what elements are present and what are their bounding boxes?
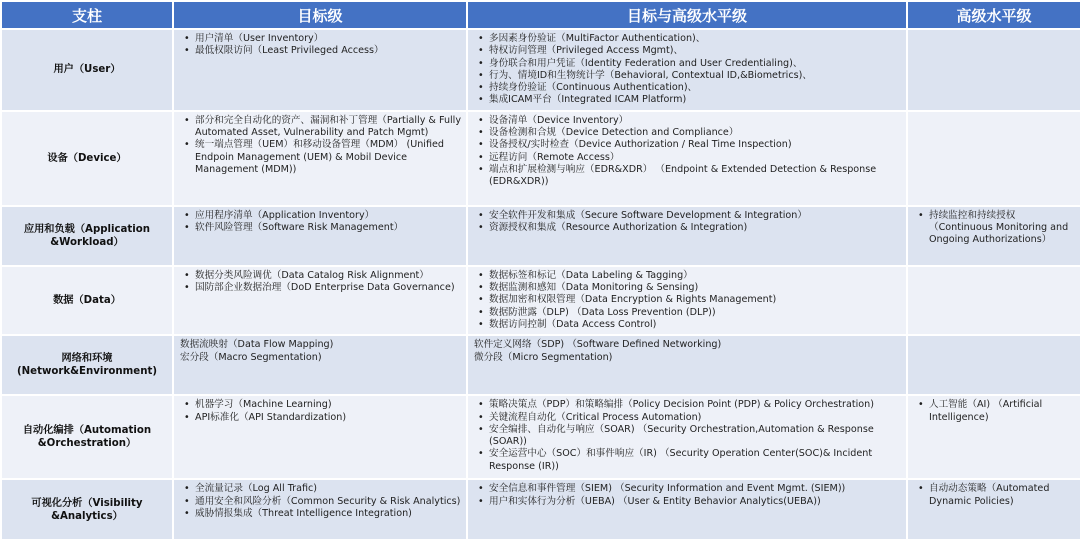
bullet-item: • 身份联合和用户凭证（Identity Federation and User Credentialing)、: [489, 58, 902, 70]
cell-line: 软件定义网络（SDP) （Software Defined Networking): [474, 339, 722, 351]
bullet-item: • 威胁情报集成（Threat Intelligence Integration): [195, 508, 462, 520]
target-advanced-cell: [468, 112, 906, 205]
bullet-item: • 资源授权和集成（Resource Authorization & Integration): [489, 222, 902, 234]
bullet-item: • 关键流程自动化（Critical Process Automation): [489, 412, 902, 424]
table-row: [2, 267, 1080, 334]
cell-line: 宏分段（Macro Segmentation): [180, 351, 322, 363]
target-level-cell: [174, 207, 466, 265]
bullet-list: [474, 33, 902, 107]
bullet-item: • 设备授权/实时检查（Device Authorization / Real Time Inspection): [489, 139, 902, 151]
bullet-list: [474, 399, 902, 473]
bullet-item: • 设备清单（Device Inventory）: [489, 115, 902, 127]
pillar-name: 网络和环境 (Network&Environment): [2, 336, 172, 394]
target-level-cell: [174, 112, 466, 205]
header-target-advanced-level: 目标与高级水平级: [468, 2, 906, 28]
bullet-item: • API标准化（API Standardization): [195, 412, 462, 424]
bullet-item: • 安全运营中心（SOC）和事件响应（IR) （Security Operation Center(SOC)& Incident Response (IR)): [489, 448, 902, 473]
bullet-item: • 安全编排、自动化与响应（SOAR) （Security Orchestration,Automation & Response (SOAR)): [489, 424, 902, 449]
bullet-item: • 数据防泄露（DLP) （Data Loss Prevention (DLP)): [489, 307, 902, 319]
bullet-item: • 国防部企业数据治理（DoD Enterprise Data Governance): [195, 282, 462, 294]
pillar-name: 设备（Device）: [2, 112, 172, 205]
target-advanced-cell: [468, 267, 906, 334]
bullet-item: • 全流量记录（Log All Trafic): [195, 483, 462, 495]
table-body: [2, 30, 1080, 539]
bullet-item: • 数据访问控制（Data Access Control): [489, 319, 902, 331]
advanced-level-cell: [908, 112, 1080, 205]
target-level-cell: [174, 336, 466, 394]
target-advanced-cell: [468, 480, 906, 539]
bullet-item: • 数据标签和标记（Data Labeling & Tagging）: [489, 270, 902, 282]
bullet-item: • 数据分类风险调优（Data Catalog Risk Alignment）: [195, 270, 462, 282]
header-row: [2, 2, 1080, 28]
bullet-item: • 特权访问管理（Privileged Access Mgmt)、: [489, 45, 902, 57]
bullet-list: [180, 210, 462, 235]
bullet-list: [474, 210, 902, 235]
advanced-level-cell: [908, 267, 1080, 334]
table-row: [2, 112, 1080, 205]
bullet-item: • 设备检测和合规（Device Detection and Compliance）: [489, 127, 902, 139]
header-advanced-level: 高级水平级: [908, 2, 1080, 28]
table-row: [2, 396, 1080, 478]
bullet-item: • 持续监控和持续授权 （Continuous Monitoring and Ongoing Authorizations）: [929, 210, 1076, 247]
pillar-name: 应用和负载（Application &Workload）: [2, 207, 172, 265]
bullet-item: • 持续身份验证（Continuous Authentication)、: [489, 82, 902, 94]
bullet-item: • 统一端点管理（UEM）和移动设备管理（MDM） (Unified Endpoin Management (UEM) & Mobil Device Management (MDM)): [195, 139, 462, 176]
bullet-item: • 通用安全和风险分析（Common Security & Risk Analytics): [195, 496, 462, 508]
bullet-item: • 数据加密和权限管理（Data Encryption & Rights Management): [489, 294, 902, 306]
bullet-list: [914, 399, 1076, 424]
bullet-list: [474, 483, 902, 508]
bullet-list: [180, 270, 462, 295]
cell-line: 微分段（Micro Segmentation): [474, 351, 613, 363]
header-target-level: 目标级: [174, 2, 466, 28]
bullet-item: • 软件风险管理（Software Risk Management）: [195, 222, 462, 234]
bullet-item: • 数据监测和感知（Data Monitoring & Sensing): [489, 282, 902, 294]
bullet-list: [180, 33, 462, 58]
target-advanced-cell: [468, 30, 906, 110]
advanced-level-cell: [908, 30, 1080, 110]
bullet-item: • 机器学习（Machine Learning): [195, 399, 462, 411]
pillar-name: 数据（Data）: [2, 267, 172, 334]
target-level-cell: [174, 480, 466, 539]
bullet-item: • 应用程序清单（Application Inventory）: [195, 210, 462, 222]
cell-line: 数据流映射（Data Flow Mapping): [180, 339, 334, 351]
advanced-level-cell: [908, 207, 1080, 265]
pillar-name: 用户（User）: [2, 30, 172, 110]
bullet-list: [180, 483, 462, 520]
advanced-level-cell: [908, 336, 1080, 394]
advanced-level-cell: [908, 480, 1080, 539]
bullet-item: • 安全信息和事件管理（SIEM) （Security Information and Event Mgmt. (SIEM)): [489, 483, 902, 495]
bullet-list: [914, 483, 1076, 508]
bullet-list: [474, 115, 902, 189]
bullet-item: • 策略决策点（PDP）和策略编排（Policy Decision Point (PDP) & Policy Orchestration): [489, 399, 902, 411]
bullet-item: • 部分和完全自动化的资产、漏洞和补丁管理（Partially & Fully Automated Asset, Vulnerability and Patch Mgmt): [195, 115, 462, 140]
bullet-item: • 多因素身份验证（MultiFactor Authentication)、: [489, 33, 902, 45]
bullet-item: • 远程访问（Remote Access）: [489, 152, 902, 164]
bullet-item: • 端点和扩展检测与响应（EDR&XDR） （Endpoint & Extended Detection & Response (EDR&XDR)): [489, 164, 902, 189]
target-advanced-cell: [468, 207, 906, 265]
header-pillar: 支柱: [2, 2, 172, 28]
table-row: [2, 480, 1080, 539]
bullet-list: [914, 210, 1076, 247]
table-row: [2, 30, 1080, 110]
pillar-name: 可视化分析（Visibility &Analytics）: [2, 480, 172, 539]
bullet-item: • 集成ICAM平台（Integrated ICAM Platform): [489, 94, 902, 106]
table-row: [2, 207, 1080, 265]
target-level-cell: [174, 267, 466, 334]
bullet-item: • 自动动态策略（Automated Dynamic Policies): [929, 483, 1076, 508]
bullet-list: [180, 115, 462, 176]
bullet-item: • 人工智能（AI) （Artificial Intelligence): [929, 399, 1076, 424]
bullet-item: • 安全软件开发和集成（Secure Software Development & Integration）: [489, 210, 902, 222]
target-advanced-cell: [468, 336, 906, 394]
target-level-cell: [174, 396, 466, 478]
pillar-name: 自动化编排（Automation &Orchestration）: [2, 396, 172, 478]
bullet-list: [180, 399, 462, 424]
table-row: [2, 336, 1080, 394]
bullet-item: • 用户和实体行为分析（UEBA) （User & Entity Behavior Analytics(UEBA)): [489, 496, 902, 508]
bullet-item: • 用户清单（User Inventory）: [195, 33, 462, 45]
advanced-level-cell: [908, 396, 1080, 478]
bullet-list: [474, 270, 902, 331]
bullet-item: • 行为、情境ID和生物统计学（Behavioral, Contextual ID,&Biometrics)、: [489, 70, 902, 82]
target-level-cell: [174, 30, 466, 110]
target-advanced-cell: [468, 396, 906, 478]
bullet-item: • 最低权限访问（Least Privileged Access）: [195, 45, 462, 57]
